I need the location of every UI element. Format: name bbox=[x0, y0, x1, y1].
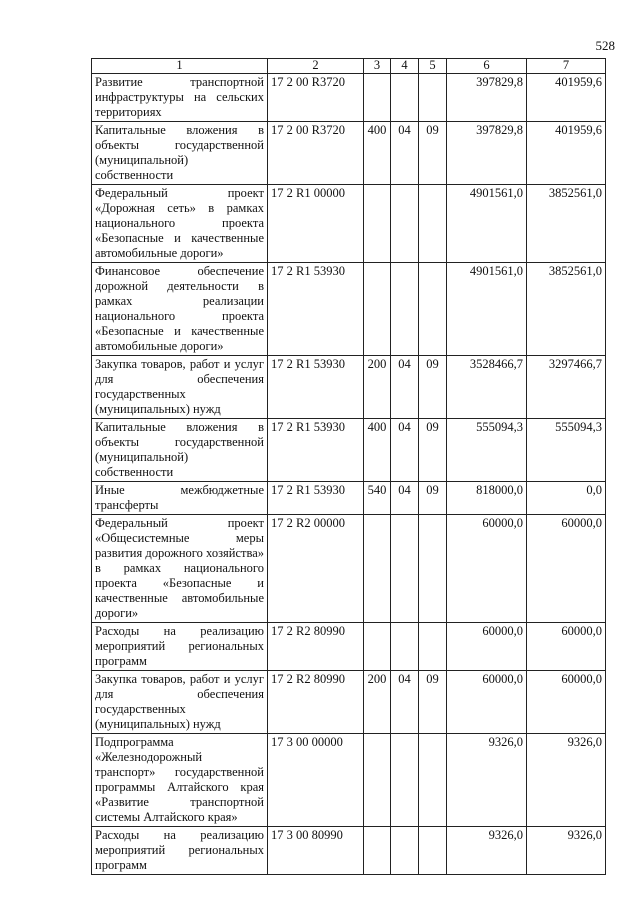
row-value-7: 9326,0 bbox=[527, 827, 606, 875]
row-code: 17 2 R1 53930 bbox=[268, 356, 364, 419]
row-code: 17 2 R1 00000 bbox=[268, 185, 364, 263]
row-name: Развитие транспортной инфраструктуры на сельских территориях bbox=[92, 74, 268, 122]
row-col5 bbox=[419, 827, 447, 875]
column-header: 4 bbox=[391, 59, 419, 74]
header-row bbox=[92, 59, 606, 74]
row-value-6: 60000,0 bbox=[447, 671, 527, 734]
row-value-6: 555094,3 bbox=[447, 419, 527, 482]
page-number: 528 bbox=[595, 38, 615, 53]
row-col4 bbox=[391, 734, 419, 827]
table-body bbox=[92, 74, 606, 875]
row-code: 17 2 R1 53930 bbox=[268, 419, 364, 482]
row-name: Расходы на реализацию мероприятий региональных программ bbox=[92, 623, 268, 671]
column-header: 6 bbox=[447, 59, 527, 74]
row-col4 bbox=[391, 74, 419, 122]
row-value-6: 397829,8 bbox=[447, 122, 527, 185]
row-name: Закупка товаров, работ и услуг для обеспечения государственных (муниципальных) нужд bbox=[92, 356, 268, 419]
row-value-7: 60000,0 bbox=[527, 623, 606, 671]
row-value-7: 9326,0 bbox=[527, 734, 606, 827]
row-code: 17 2 00 R3720 bbox=[268, 74, 364, 122]
row-value-6: 397829,8 bbox=[447, 74, 527, 122]
table-row bbox=[92, 74, 606, 122]
row-col3 bbox=[364, 734, 391, 827]
row-col5: 09 bbox=[419, 419, 447, 482]
row-col3: 400 bbox=[364, 419, 391, 482]
row-col4 bbox=[391, 185, 419, 263]
row-code: 17 2 R1 53930 bbox=[268, 482, 364, 515]
row-code: 17 2 R2 80990 bbox=[268, 623, 364, 671]
row-name: Иные межбюджетные трансферты bbox=[92, 482, 268, 515]
row-col5 bbox=[419, 734, 447, 827]
row-name: Капитальные вложения в объекты государственной (муниципальной) собственности bbox=[92, 122, 268, 185]
row-name: Финансовое обеспечение дорожной деятельности в рамках реализации национального проекта «Безопасные и качественные автомобильные дороги» bbox=[92, 263, 268, 356]
row-value-7: 0,0 bbox=[527, 482, 606, 515]
budget-table bbox=[91, 58, 606, 875]
row-value-6: 9326,0 bbox=[447, 827, 527, 875]
row-col4 bbox=[391, 623, 419, 671]
row-name: Капитальные вложения в объекты государственной (муниципальной) собственности bbox=[92, 419, 268, 482]
table-row bbox=[92, 515, 606, 623]
table-row bbox=[92, 185, 606, 263]
row-col4 bbox=[391, 515, 419, 623]
row-value-6: 818000,0 bbox=[447, 482, 527, 515]
row-col4 bbox=[391, 827, 419, 875]
row-col3: 200 bbox=[364, 356, 391, 419]
row-col3 bbox=[364, 263, 391, 356]
row-name: Расходы на реализацию мероприятий региональных программ bbox=[92, 827, 268, 875]
row-value-7: 60000,0 bbox=[527, 671, 606, 734]
table-row bbox=[92, 356, 606, 419]
table-row bbox=[92, 671, 606, 734]
row-name: Подпрограмма «Железнодорожный транспорт» государственной программы Алтайского края «Развитие транспортной системы Алтайского края» bbox=[92, 734, 268, 827]
table-row bbox=[92, 827, 606, 875]
column-header: 7 bbox=[527, 59, 606, 74]
table-row bbox=[92, 263, 606, 356]
row-code: 17 2 R2 80990 bbox=[268, 671, 364, 734]
table-row bbox=[92, 122, 606, 185]
table-row bbox=[92, 419, 606, 482]
row-value-6: 4901561,0 bbox=[447, 263, 527, 356]
row-col5: 09 bbox=[419, 671, 447, 734]
column-header: 1 bbox=[92, 59, 268, 74]
row-value-7: 401959,6 bbox=[527, 74, 606, 122]
row-col3: 200 bbox=[364, 671, 391, 734]
column-header: 5 bbox=[419, 59, 447, 74]
row-value-7: 555094,3 bbox=[527, 419, 606, 482]
row-value-7: 3852561,0 bbox=[527, 263, 606, 356]
table-row bbox=[92, 734, 606, 827]
row-col4: 04 bbox=[391, 356, 419, 419]
row-code: 17 2 R1 53930 bbox=[268, 263, 364, 356]
row-value-6: 4901561,0 bbox=[447, 185, 527, 263]
row-col5: 09 bbox=[419, 356, 447, 419]
table-row bbox=[92, 623, 606, 671]
row-value-7: 3852561,0 bbox=[527, 185, 606, 263]
row-col5 bbox=[419, 623, 447, 671]
row-col5 bbox=[419, 263, 447, 356]
row-col5 bbox=[419, 185, 447, 263]
row-col3 bbox=[364, 827, 391, 875]
row-code: 17 2 00 R3720 bbox=[268, 122, 364, 185]
row-col3 bbox=[364, 515, 391, 623]
row-name: Федеральный проект «Дорожная сеть» в рамках национального проекта «Безопасные и качественные автомобильные дороги» bbox=[92, 185, 268, 263]
row-code: 17 2 R2 00000 bbox=[268, 515, 364, 623]
row-col5: 09 bbox=[419, 122, 447, 185]
row-value-6: 60000,0 bbox=[447, 623, 527, 671]
row-col4: 04 bbox=[391, 419, 419, 482]
row-name: Закупка товаров, работ и услуг для обеспечения государственных (муниципальных) нужд bbox=[92, 671, 268, 734]
column-header: 2 bbox=[268, 59, 364, 74]
row-col4: 04 bbox=[391, 671, 419, 734]
row-col4 bbox=[391, 263, 419, 356]
row-col4: 04 bbox=[391, 122, 419, 185]
row-value-6: 60000,0 bbox=[447, 515, 527, 623]
row-value-7: 3297466,7 bbox=[527, 356, 606, 419]
row-value-6: 9326,0 bbox=[447, 734, 527, 827]
row-col3 bbox=[364, 185, 391, 263]
row-value-7: 401959,6 bbox=[527, 122, 606, 185]
row-col5: 09 bbox=[419, 482, 447, 515]
row-col4: 04 bbox=[391, 482, 419, 515]
row-col3: 540 bbox=[364, 482, 391, 515]
table-header bbox=[92, 59, 606, 74]
column-header: 3 bbox=[364, 59, 391, 74]
table-row bbox=[92, 482, 606, 515]
row-col5 bbox=[419, 74, 447, 122]
row-code: 17 3 00 80990 bbox=[268, 827, 364, 875]
row-value-7: 60000,0 bbox=[527, 515, 606, 623]
row-col3: 400 bbox=[364, 122, 391, 185]
row-col5 bbox=[419, 515, 447, 623]
row-value-6: 3528466,7 bbox=[447, 356, 527, 419]
row-col3 bbox=[364, 74, 391, 122]
row-col3 bbox=[364, 623, 391, 671]
row-code: 17 3 00 00000 bbox=[268, 734, 364, 827]
row-name: Федеральный проект «Общесистемные меры развития дорожного хозяйства» в рамках национального проекта «Безопасные и качественные автомобильные дороги» bbox=[92, 515, 268, 623]
